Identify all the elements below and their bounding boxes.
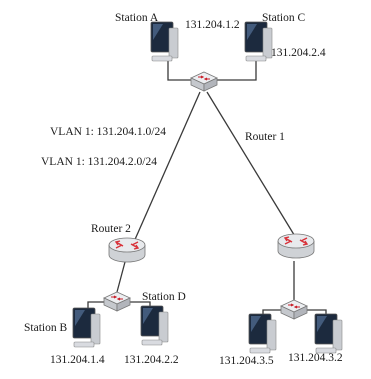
station-b-ip: 131.204.1.4 bbox=[50, 354, 105, 366]
right-right-station-ip: 131.204.3.2 bbox=[288, 352, 343, 364]
router-1-label: Router 1 bbox=[245, 131, 285, 143]
station-a-label: Station A bbox=[115, 12, 159, 24]
station-d-label: Station D bbox=[142, 291, 186, 303]
station-b-label: Station B bbox=[24, 322, 68, 334]
switch-icon bbox=[190, 70, 218, 94]
station-a-ip: 131.204.1.2 bbox=[185, 19, 240, 31]
router-icon bbox=[107, 236, 147, 266]
switch-icon bbox=[103, 290, 131, 314]
computer-icon bbox=[70, 306, 102, 352]
vlan-1-subnet-label: VLAN 1: 131.204.1.0/24 bbox=[50, 126, 166, 138]
link-router-2-to-switch bbox=[117, 262, 125, 292]
station-d-ip: 131.204.2.2 bbox=[124, 354, 179, 366]
computer-icon bbox=[246, 312, 278, 358]
vlan-2-subnet-label: VLAN 1: 131.204.2.0/24 bbox=[41, 156, 157, 168]
router-2-label: Router 2 bbox=[91, 223, 131, 235]
right-left-station-ip: 131.204.3.5 bbox=[219, 355, 274, 367]
station-c-label: Station C bbox=[262, 12, 306, 24]
router-icon bbox=[276, 232, 316, 262]
computer-icon bbox=[138, 304, 170, 350]
station-c-ip: 131.204.2.4 bbox=[271, 47, 326, 59]
switch-icon bbox=[280, 298, 308, 322]
link-switch-to-router-1 bbox=[207, 92, 296, 238]
computer-icon bbox=[242, 20, 274, 66]
computer-icon bbox=[148, 20, 180, 66]
